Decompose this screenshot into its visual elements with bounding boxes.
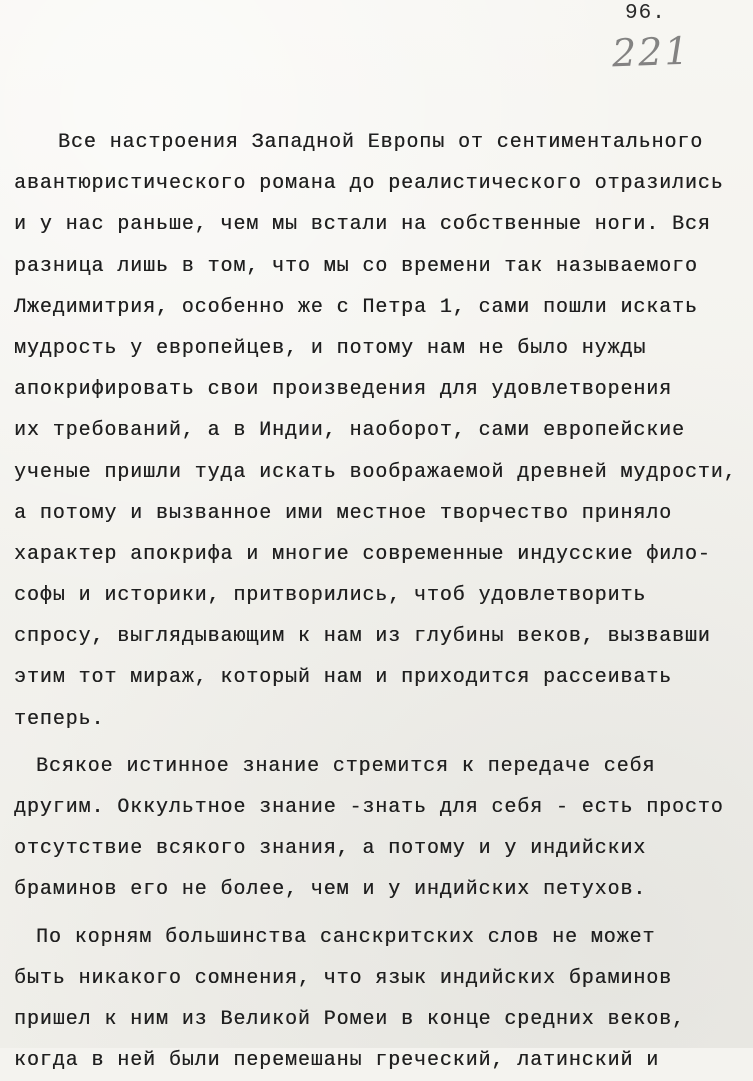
text-line: отсутствие всякого знания, а потому и у индийских	[14, 837, 647, 861]
text-line: софы и историки, притворились, чтоб удовлетворить	[14, 584, 647, 608]
text-line: авантюристического романа до реалистического отразились	[14, 172, 724, 196]
text-line: когда в ней были перемешаны греческий, латинский и	[14, 1049, 660, 1073]
typed-text-block	[14, 122, 744, 1081]
text-line: По корням большинства санскритских слов не может	[36, 925, 656, 949]
text-line: и у нас раньше, чем мы встали на собственные ноги. Вся	[14, 213, 711, 237]
text-line: браминов его не более, чем и у индийских петухов.	[14, 878, 647, 902]
text-line: спросу, выглядывающим к нам из глубины веков, вызвавши	[14, 625, 711, 649]
text-line: а потому и вызванное ими местное творчество приняло	[14, 501, 672, 525]
text-line: ученые пришли туда искать воображаемой древней мудрости,	[14, 460, 737, 484]
text-line: разница лишь в том, что мы со времени так называемого	[14, 254, 698, 278]
text-line: характер апокрифа и многие современные индусские фило-	[14, 542, 711, 566]
text-line: их требований, а в Индии, наоборот, сами европейские	[14, 419, 685, 443]
text-line: этим тот мираж, который нам и приходится рассеивать	[14, 666, 672, 690]
text-line: Всякое истинное знание стремится к передаче себя	[36, 754, 656, 778]
text-line: Лжедимитрия, особенно же с Петра 1, сами пошли искать	[14, 295, 698, 319]
text-line: Все настроения Западной Европы от сентиментального	[58, 131, 704, 154]
archive-number: 221	[611, 28, 692, 76]
text-line: мудрость у европейцев, и потому нам не было нужды	[14, 336, 647, 360]
text-line: апокрифировать свои произведения для удовлетворения	[14, 378, 672, 402]
text-line: теперь.	[14, 707, 105, 731]
text-line: другим. Оккультное знание -знать для себя - есть просто	[14, 796, 724, 819]
text-line: быть никакого сомнения, что язык индийских браминов	[14, 966, 672, 990]
page-number: 96.	[625, 2, 666, 25]
text-line: пришел к ним из Великой Ромеи в конце средних веков,	[14, 1007, 685, 1031]
